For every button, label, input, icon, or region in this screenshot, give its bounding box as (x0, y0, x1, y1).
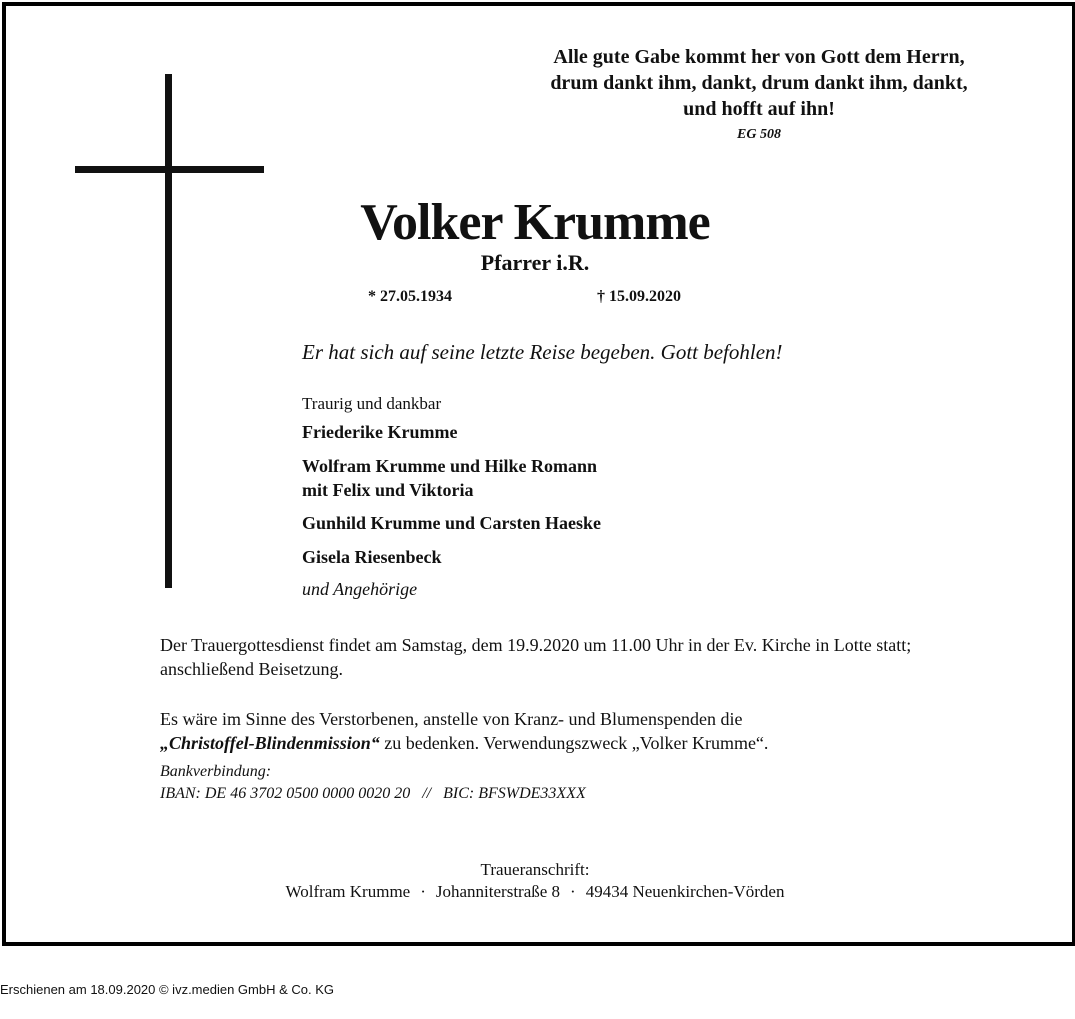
address-label: Traueranschrift: (480, 860, 590, 879)
address-name: Wolfram Krumme (285, 882, 411, 901)
verse-line: Alle gute Gabe kommt her von Gott dem Herrn, (553, 46, 965, 68)
mourner-name: Friederike Krumme (302, 422, 458, 442)
address-separator: · (420, 882, 426, 901)
donation-notice (160, 707, 1020, 755)
bank-label: Bankverbindung: (160, 763, 272, 780)
service-line: anschließend Beisetzung. (160, 659, 343, 679)
verse-reference: EG 508 (737, 127, 781, 142)
birth-date: * 27.05.1934 (368, 288, 452, 305)
donation-line (160, 731, 1020, 755)
mourning-address (2, 882, 1068, 902)
address-city: 49434 Neuenkirchen-Vörden (585, 882, 785, 901)
mourner-name: mit Felix und Viktoria (302, 480, 474, 500)
verse-line: drum dankt ihm, dankt, drum dankt ihm, dankt, (550, 72, 968, 94)
bible-verse (500, 44, 1018, 122)
mourner-name: Gisela Riesenbeck (302, 547, 442, 567)
service-line: Der Trauergottesdienst findet am Samstag, dem 19.9.2020 um 11.00 Uhr in der Ev. Kirche in Lotte statt; (160, 635, 912, 655)
mourner-name: Gunhild Krumme und Carsten Haeske (302, 513, 602, 533)
donation-line: Es wäre im Sinne des Verstorbenen, anstelle von Kranz- und Blumenspenden die (160, 709, 743, 729)
verse-line: und hofft auf ihn! (683, 98, 835, 120)
cross-horizontal-bar (75, 166, 264, 173)
address-separator: · (570, 882, 576, 901)
deceased-title: Pfarrer i.R. (480, 250, 590, 275)
bank-details: IBAN: DE 46 3702 0500 0000 0020 20 // BIC: BFSWDE33XXX (160, 785, 586, 802)
death-date: † 15.09.2020 (597, 288, 681, 305)
donation-organisation: „Christoffel-Blindenmission“ (160, 733, 380, 753)
deceased-name: Volker Krumme (360, 194, 710, 251)
publication-footer: Erschienen am 18.09.2020 © ivz.medien GmbH & Co. KG (0, 982, 335, 997)
funeral-service-notice (160, 633, 1020, 681)
mourners-intro: Traurig und dankbar (302, 394, 442, 413)
donation-purpose: zu bedenken. Verwendungszweck „Volker Krumme“. (379, 733, 769, 753)
motto: Er hat sich auf seine letzte Reise begeben. Gott befohlen! (302, 340, 783, 364)
relatives-note: und Angehörige (302, 579, 418, 599)
cross-vertical-bar (165, 74, 172, 588)
mourner-name: Wolfram Krumme und Hilke Romann (302, 456, 598, 476)
address-street: Johanniterstraße 8 (435, 882, 561, 901)
